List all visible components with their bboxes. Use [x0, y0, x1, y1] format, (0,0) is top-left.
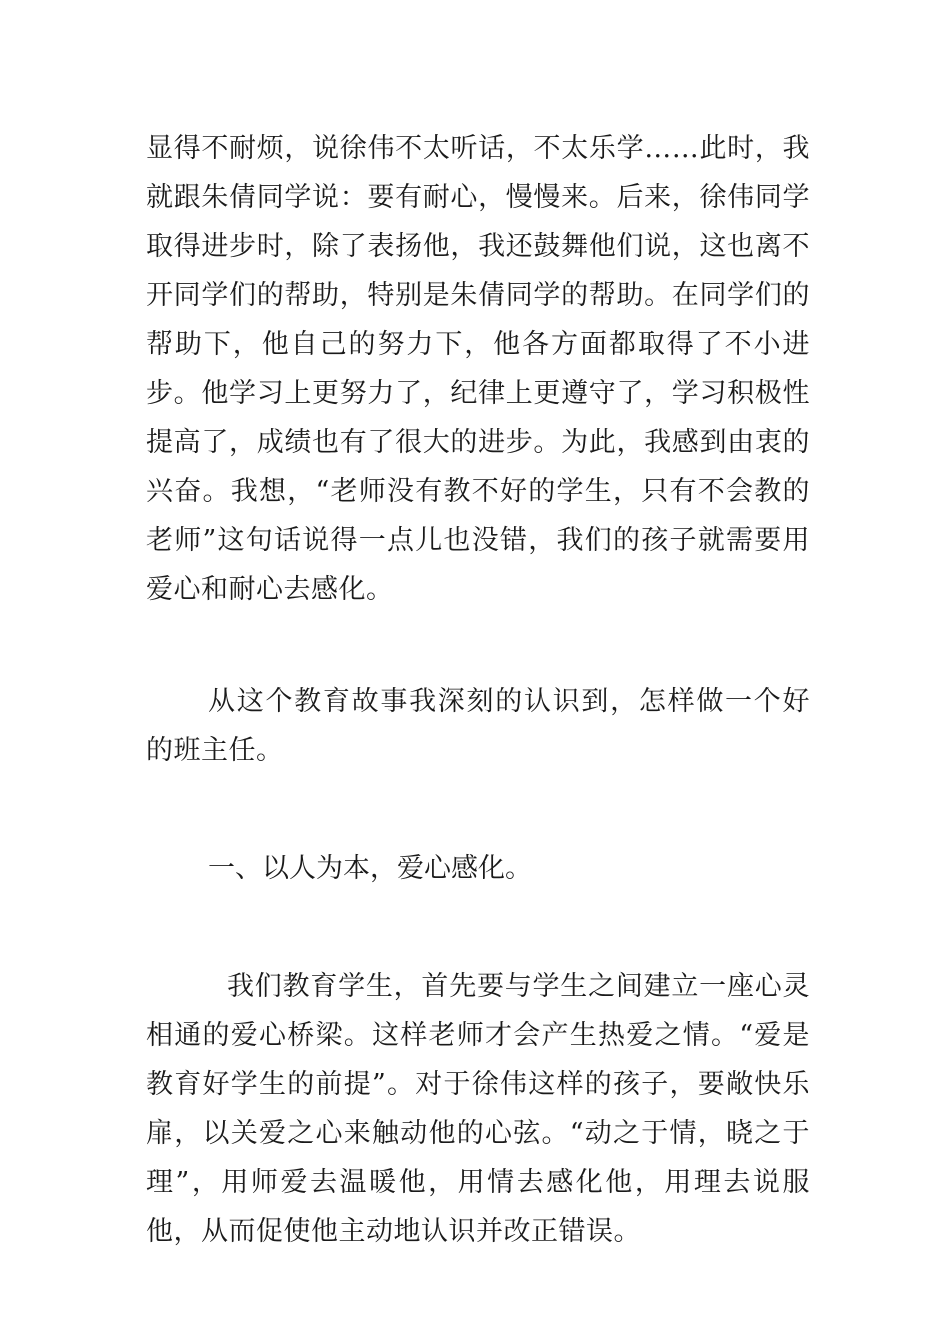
paragraph-spacer: [146, 614, 810, 677]
section-heading: 一、以人为本，爱心感化。: [208, 853, 532, 884]
paragraph-story-continuation: 显得不耐烦，说徐伟不太听话，不太乐学……此时，我就跟朱倩同学说：要有耐心，慢慢来。后来，徐伟同学取得进步时，除了表扬他，我还鼓舞他们说，这也离不开同学们的帮助，特别是朱倩同学的帮助。在同学们的帮助下，他自己的努力下，他各方面都取得了不小进步。他学习上更努力了，纪律上更遵守了，学习积极性提高了，成绩也有了很大的进步。为此，我感到由衷的兴奋。我想，“老师没有教不好的学生，只有不会教的老师”这句话说得一点儿也没错，我们的孩子就需要用爱心和耐心去感化。: [146, 133, 810, 605]
paragraph-love-education: 我们教育学生，首先要与学生之间建立一座心灵相通的爱心桥梁。这样老师才会产生热爱之情。“爱是教育好学生的前提”。对于徐伟这样的孩子，要敞快乐扉，以关爱之心来触动他的心弦。“动之于情，晓之于理”，用师爱去温暖他，用情去感化他，用理去说服他，从而促使他主动地认识并改正错误。: [146, 971, 810, 1247]
paragraph-spacer: [146, 893, 810, 962]
paragraph-spacer: [146, 775, 810, 844]
paragraph-reflection: 从这个教育故事我深刻的认识到，怎样做一个好的班主任。: [146, 686, 810, 766]
document-page: [146, 124, 810, 1256]
